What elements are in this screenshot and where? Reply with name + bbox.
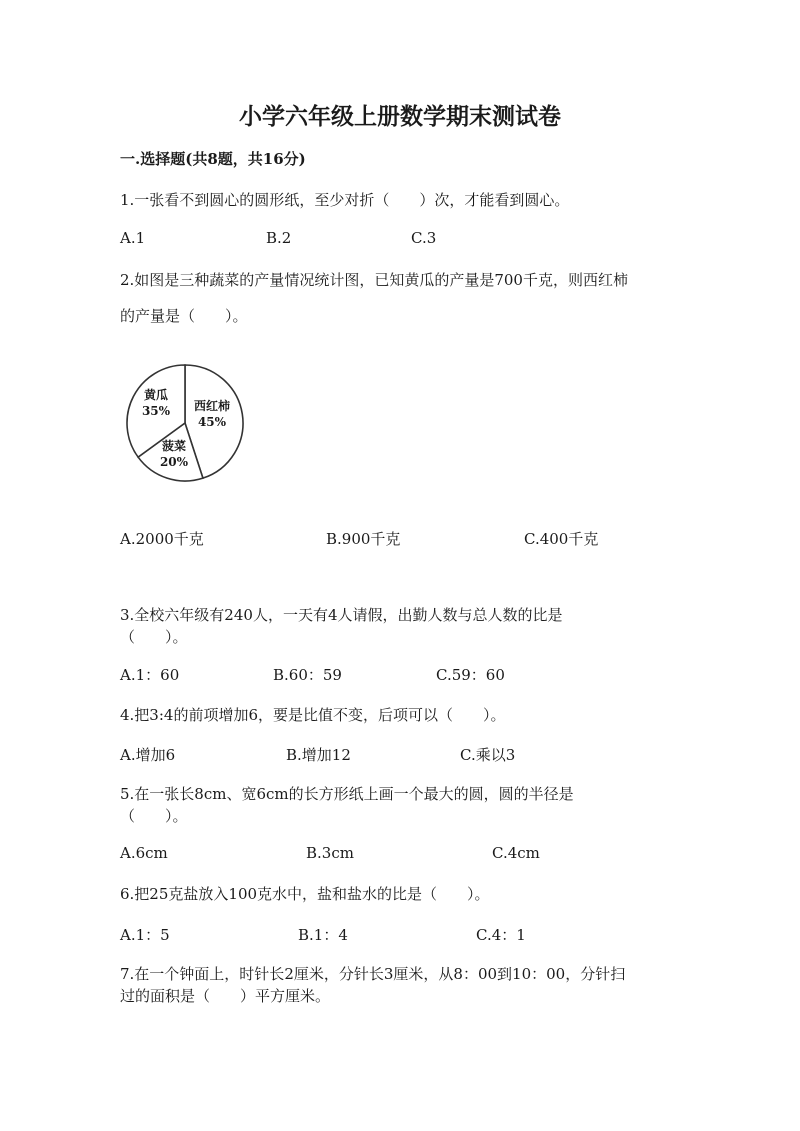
question-5-line-2: （ ）。 bbox=[120, 807, 188, 825]
question-2-line-2: 的产量是（ ）。 bbox=[120, 307, 248, 325]
question-2-line-1: 2.如图是三种蔬菜的产量情况统计图，已知黄瓜的产量是700千克，则西红柿 bbox=[120, 271, 628, 289]
question-5-option-c: C.4cm bbox=[492, 844, 540, 862]
question-7-line-2: 过的面积是（ ）平方厘米。 bbox=[120, 987, 331, 1005]
question-5-line-1: 5.在一张长8cm、宽6cm的长方形纸上画一个最大的圆，圆的半径是 bbox=[120, 785, 574, 803]
question-7-line-1: 7.在一个钟面上，时针长2厘米，分针长3厘米，从8：00到10：00，分针扫 bbox=[120, 965, 626, 983]
question-2-option-a: A.2000千克 bbox=[120, 530, 204, 548]
question-5-option-a: A.6cm bbox=[120, 844, 168, 862]
question-2-option-c: C.400千克 bbox=[524, 530, 599, 548]
pie-label-tomato: 西红柿 bbox=[193, 399, 231, 413]
pie-value-tomato: 45% bbox=[197, 415, 227, 429]
question-4-option-b: B.增加12 bbox=[286, 746, 351, 764]
question-3-line-1: 3.全校六年级有240人，一天有4人请假，出勤人数与总人数的比是 bbox=[120, 606, 563, 624]
page-title: 小学六年级上册数学期末测试卷 bbox=[239, 103, 561, 130]
section-heading: 一.选择题(共8题，共16分) bbox=[120, 150, 306, 168]
question-3-option-b: B.60：59 bbox=[273, 666, 342, 684]
question-4-option-c: C.乘以3 bbox=[460, 746, 516, 764]
question-6-option-a: A.1：5 bbox=[120, 926, 170, 944]
question-2-option-b: B.900千克 bbox=[326, 530, 401, 548]
question-3-line-2: （ ）。 bbox=[120, 628, 188, 646]
question-4-line-1: 4.把3:4的前项增加6，要是比值不变，后项可以（ ）。 bbox=[120, 706, 506, 724]
pie-value-cucumber: 35% bbox=[141, 404, 171, 418]
question-1-line-1: 1.一张看不到圆心的圆形纸，至少对折（ ）次，才能看到圆心。 bbox=[120, 191, 570, 209]
question-4-option-a: A.增加6 bbox=[120, 746, 176, 764]
question-6-option-c: C.4：1 bbox=[476, 926, 526, 944]
question-1-option-c: C.3 bbox=[411, 229, 437, 247]
question-1-option-b: B.2 bbox=[266, 229, 292, 247]
question-5-option-b: B.3cm bbox=[306, 844, 354, 862]
pie-value-spinach: 20% bbox=[159, 455, 189, 469]
question-3-option-a: A.1：60 bbox=[120, 666, 180, 684]
question-6-line-1: 6.把25克盐放入100克水中，盐和盐水的比是（ ）。 bbox=[120, 885, 490, 903]
vegetable-pie-chart bbox=[124, 362, 246, 484]
question-1-option-a: A.1 bbox=[120, 229, 146, 247]
question-6-option-b: B.1：4 bbox=[298, 926, 348, 944]
pie-label-spinach: 菠菜 bbox=[161, 439, 187, 453]
question-3-option-c: C.59：60 bbox=[436, 666, 505, 684]
pie-label-cucumber: 黄瓜 bbox=[143, 388, 169, 402]
